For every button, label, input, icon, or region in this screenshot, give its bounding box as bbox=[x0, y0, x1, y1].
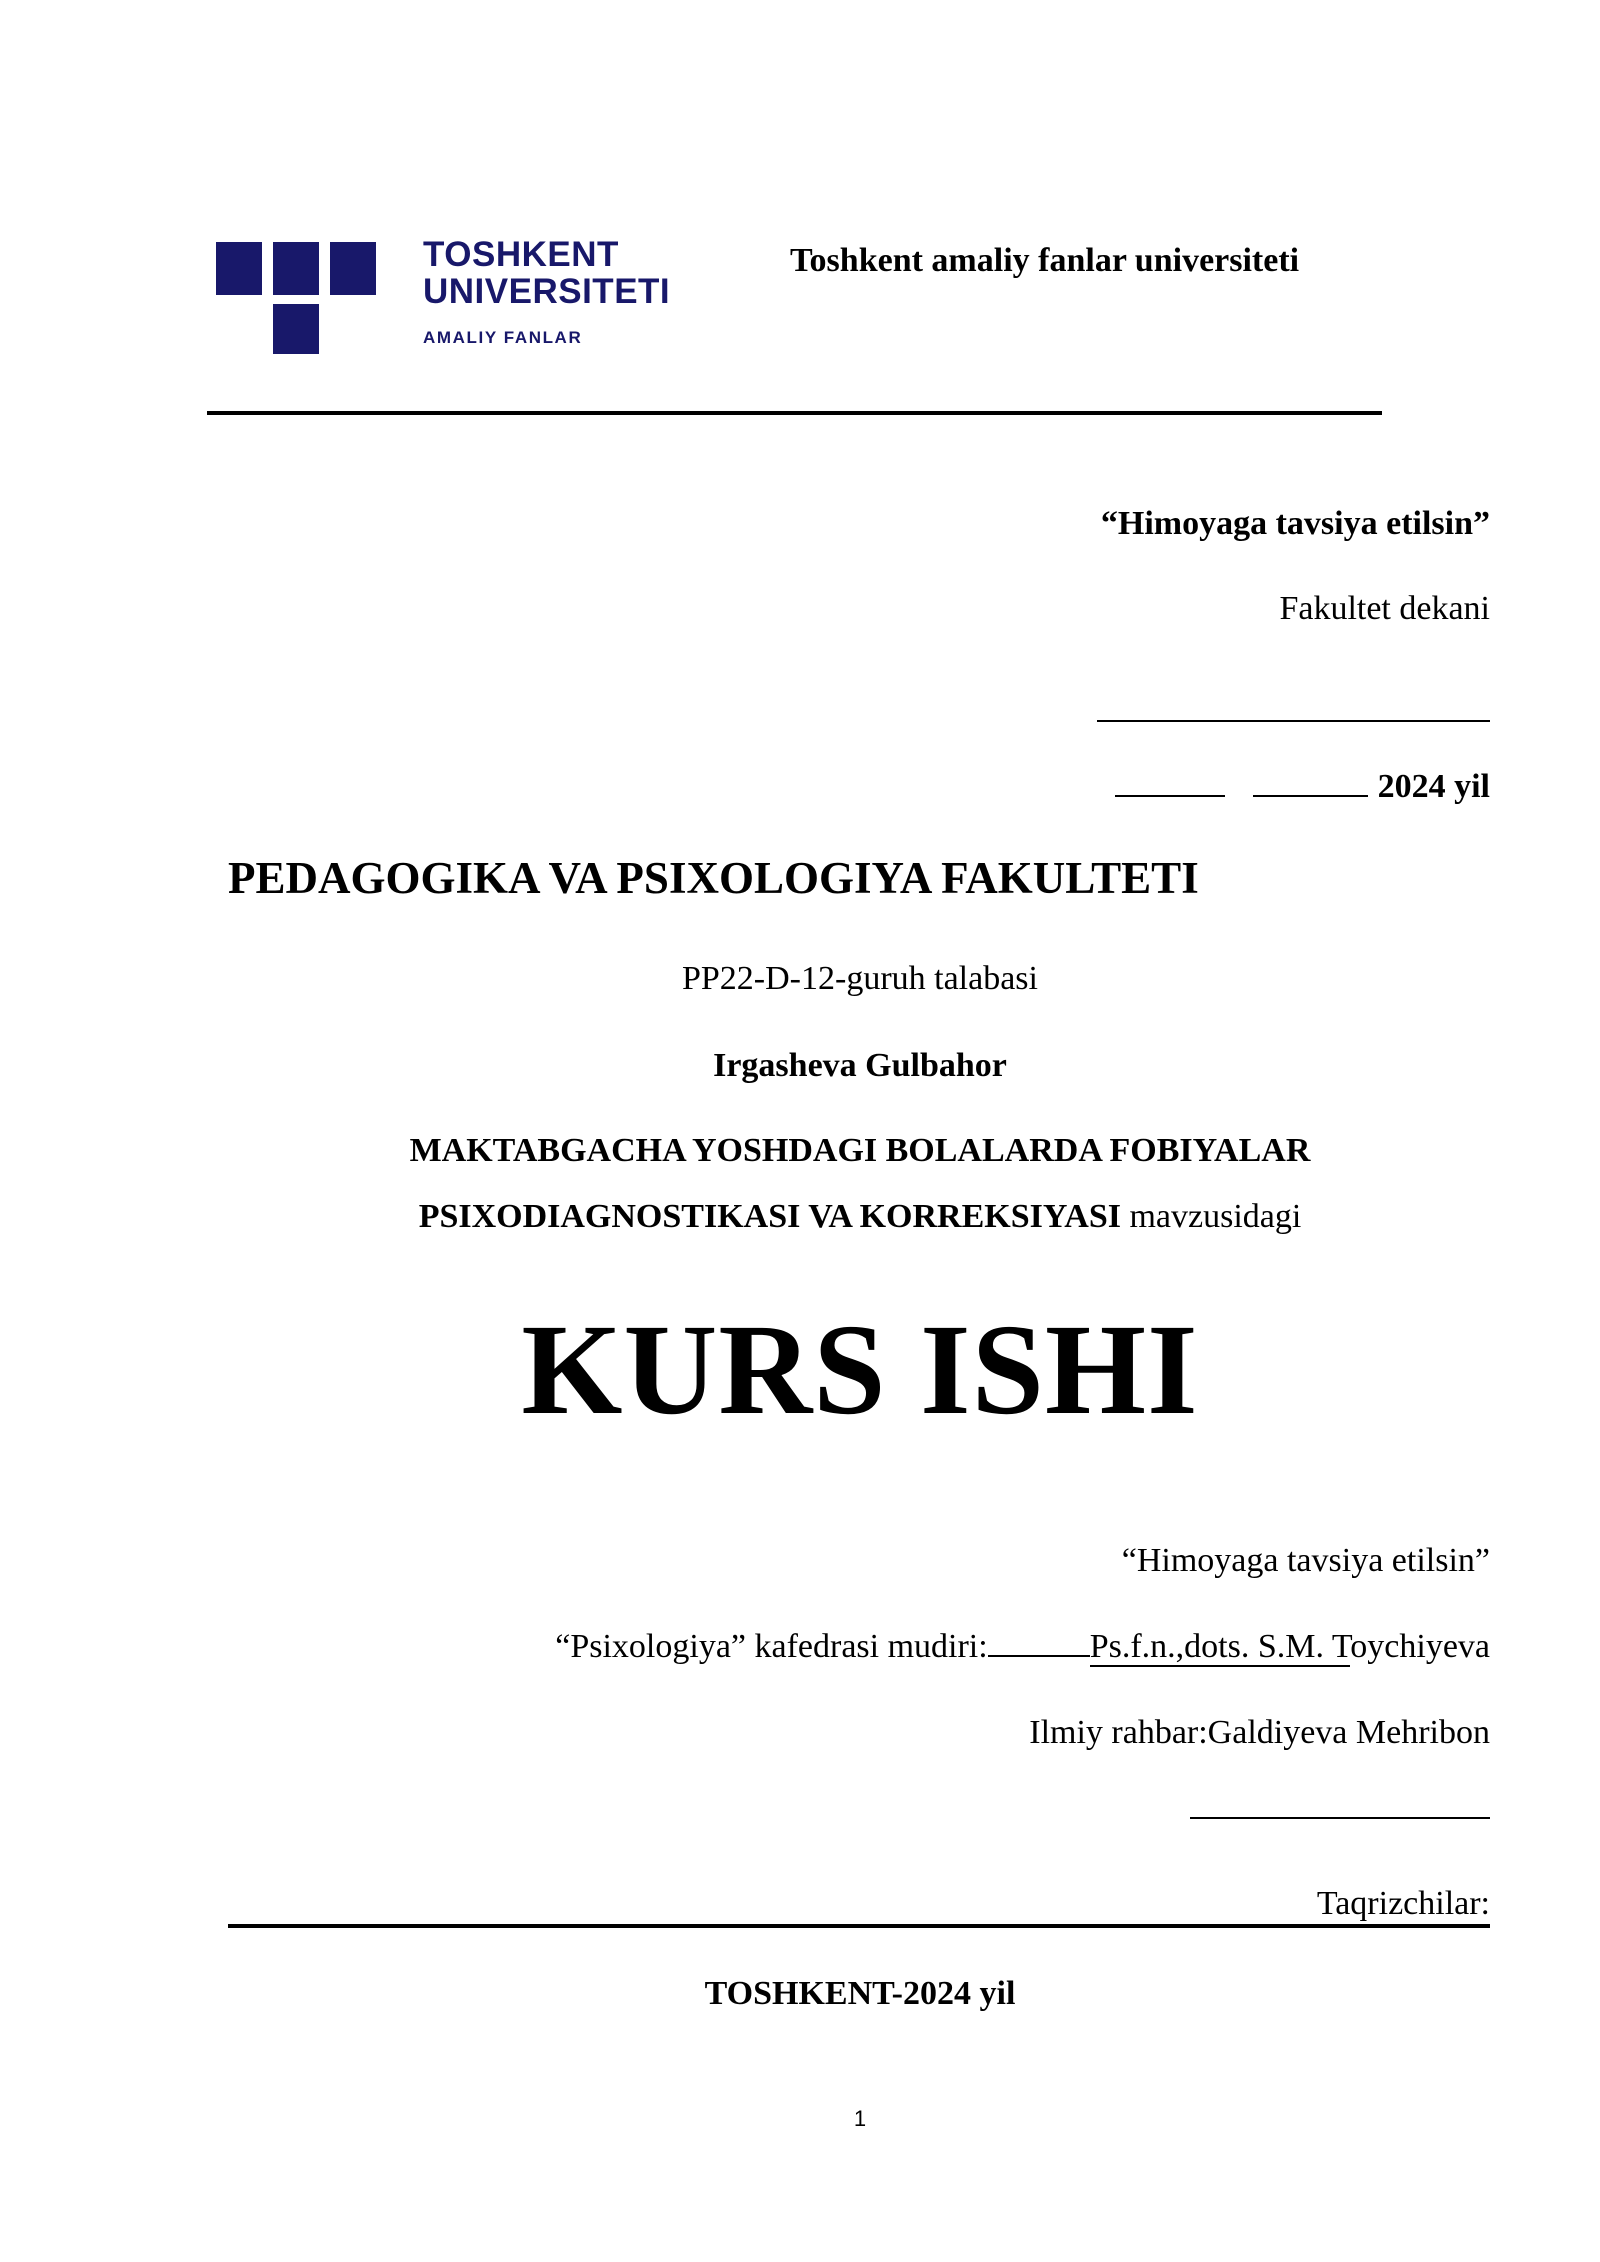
work-type-title: KURS ISHI bbox=[521, 1298, 1199, 1442]
city-year: TOSHKENT-2024 yil bbox=[704, 1975, 1016, 2012]
logo-line-1: TOSHKENT bbox=[423, 235, 619, 274]
university-name: Toshkent amaliy fanlar universiteti bbox=[790, 242, 1300, 279]
department-head-blank bbox=[988, 1629, 1090, 1657]
logo-line-3: AMALIY FANLAR bbox=[423, 328, 583, 347]
date-month-blank bbox=[1253, 765, 1368, 797]
topic-line-2-bold: PSIXODIAGNOSTIKASI VA KORREKSIYASI bbox=[418, 1198, 1121, 1235]
approval-year: 2024 yil bbox=[1377, 768, 1490, 805]
date-day-blank bbox=[1115, 765, 1225, 797]
faculty-title: PEDAGOGIKA VA PSIXOLOGIYA FAKULTETI bbox=[228, 853, 1199, 903]
topic-line-1: MAKTABGACHA YOSHDAGI BOLALARDA FOBIYALAR bbox=[409, 1132, 1311, 1169]
supervisor: Ilmiy rahbar:Galdiyeva Mehribon bbox=[1029, 1714, 1490, 1751]
department-head-name: Ps.f.n.,dots. S.M. T bbox=[1089, 1628, 1351, 1665]
approval-title: “Himoyaga tavsiya etilsin” bbox=[1100, 505, 1490, 542]
student-group: PP22-D-12-guruh talabasi bbox=[681, 960, 1038, 997]
supervisor-signature-line bbox=[1190, 1817, 1490, 1819]
lower-recommend: “Himoyaga tavsiya etilsin” bbox=[1121, 1542, 1490, 1579]
student-name: Irgasheva Gulbahor bbox=[713, 1047, 1007, 1084]
topic-line-2-tail: mavzusidagi bbox=[1120, 1198, 1302, 1235]
department-head bbox=[555, 1628, 1490, 1666]
approval-date bbox=[1115, 765, 1490, 806]
university-logo-icon bbox=[216, 242, 376, 354]
department-head-name-tail: oychiyeva bbox=[1350, 1628, 1490, 1665]
topic-line-2 bbox=[0, 1198, 1600, 1236]
reviewers-label: Taqrizchilar: bbox=[1316, 1885, 1490, 1922]
department-head-label: “Psixologiya” kafedrasi mudiri: bbox=[555, 1628, 988, 1665]
university-logo-text bbox=[423, 236, 670, 348]
logo-line-2: UNIVERSITETI bbox=[423, 272, 671, 311]
footer-divider bbox=[228, 1924, 1490, 1928]
approval-role: Fakultet dekani bbox=[1279, 590, 1490, 627]
page-number: 1 bbox=[853, 2106, 867, 2131]
header-divider bbox=[207, 411, 1382, 415]
dean-signature-line bbox=[1097, 720, 1490, 722]
